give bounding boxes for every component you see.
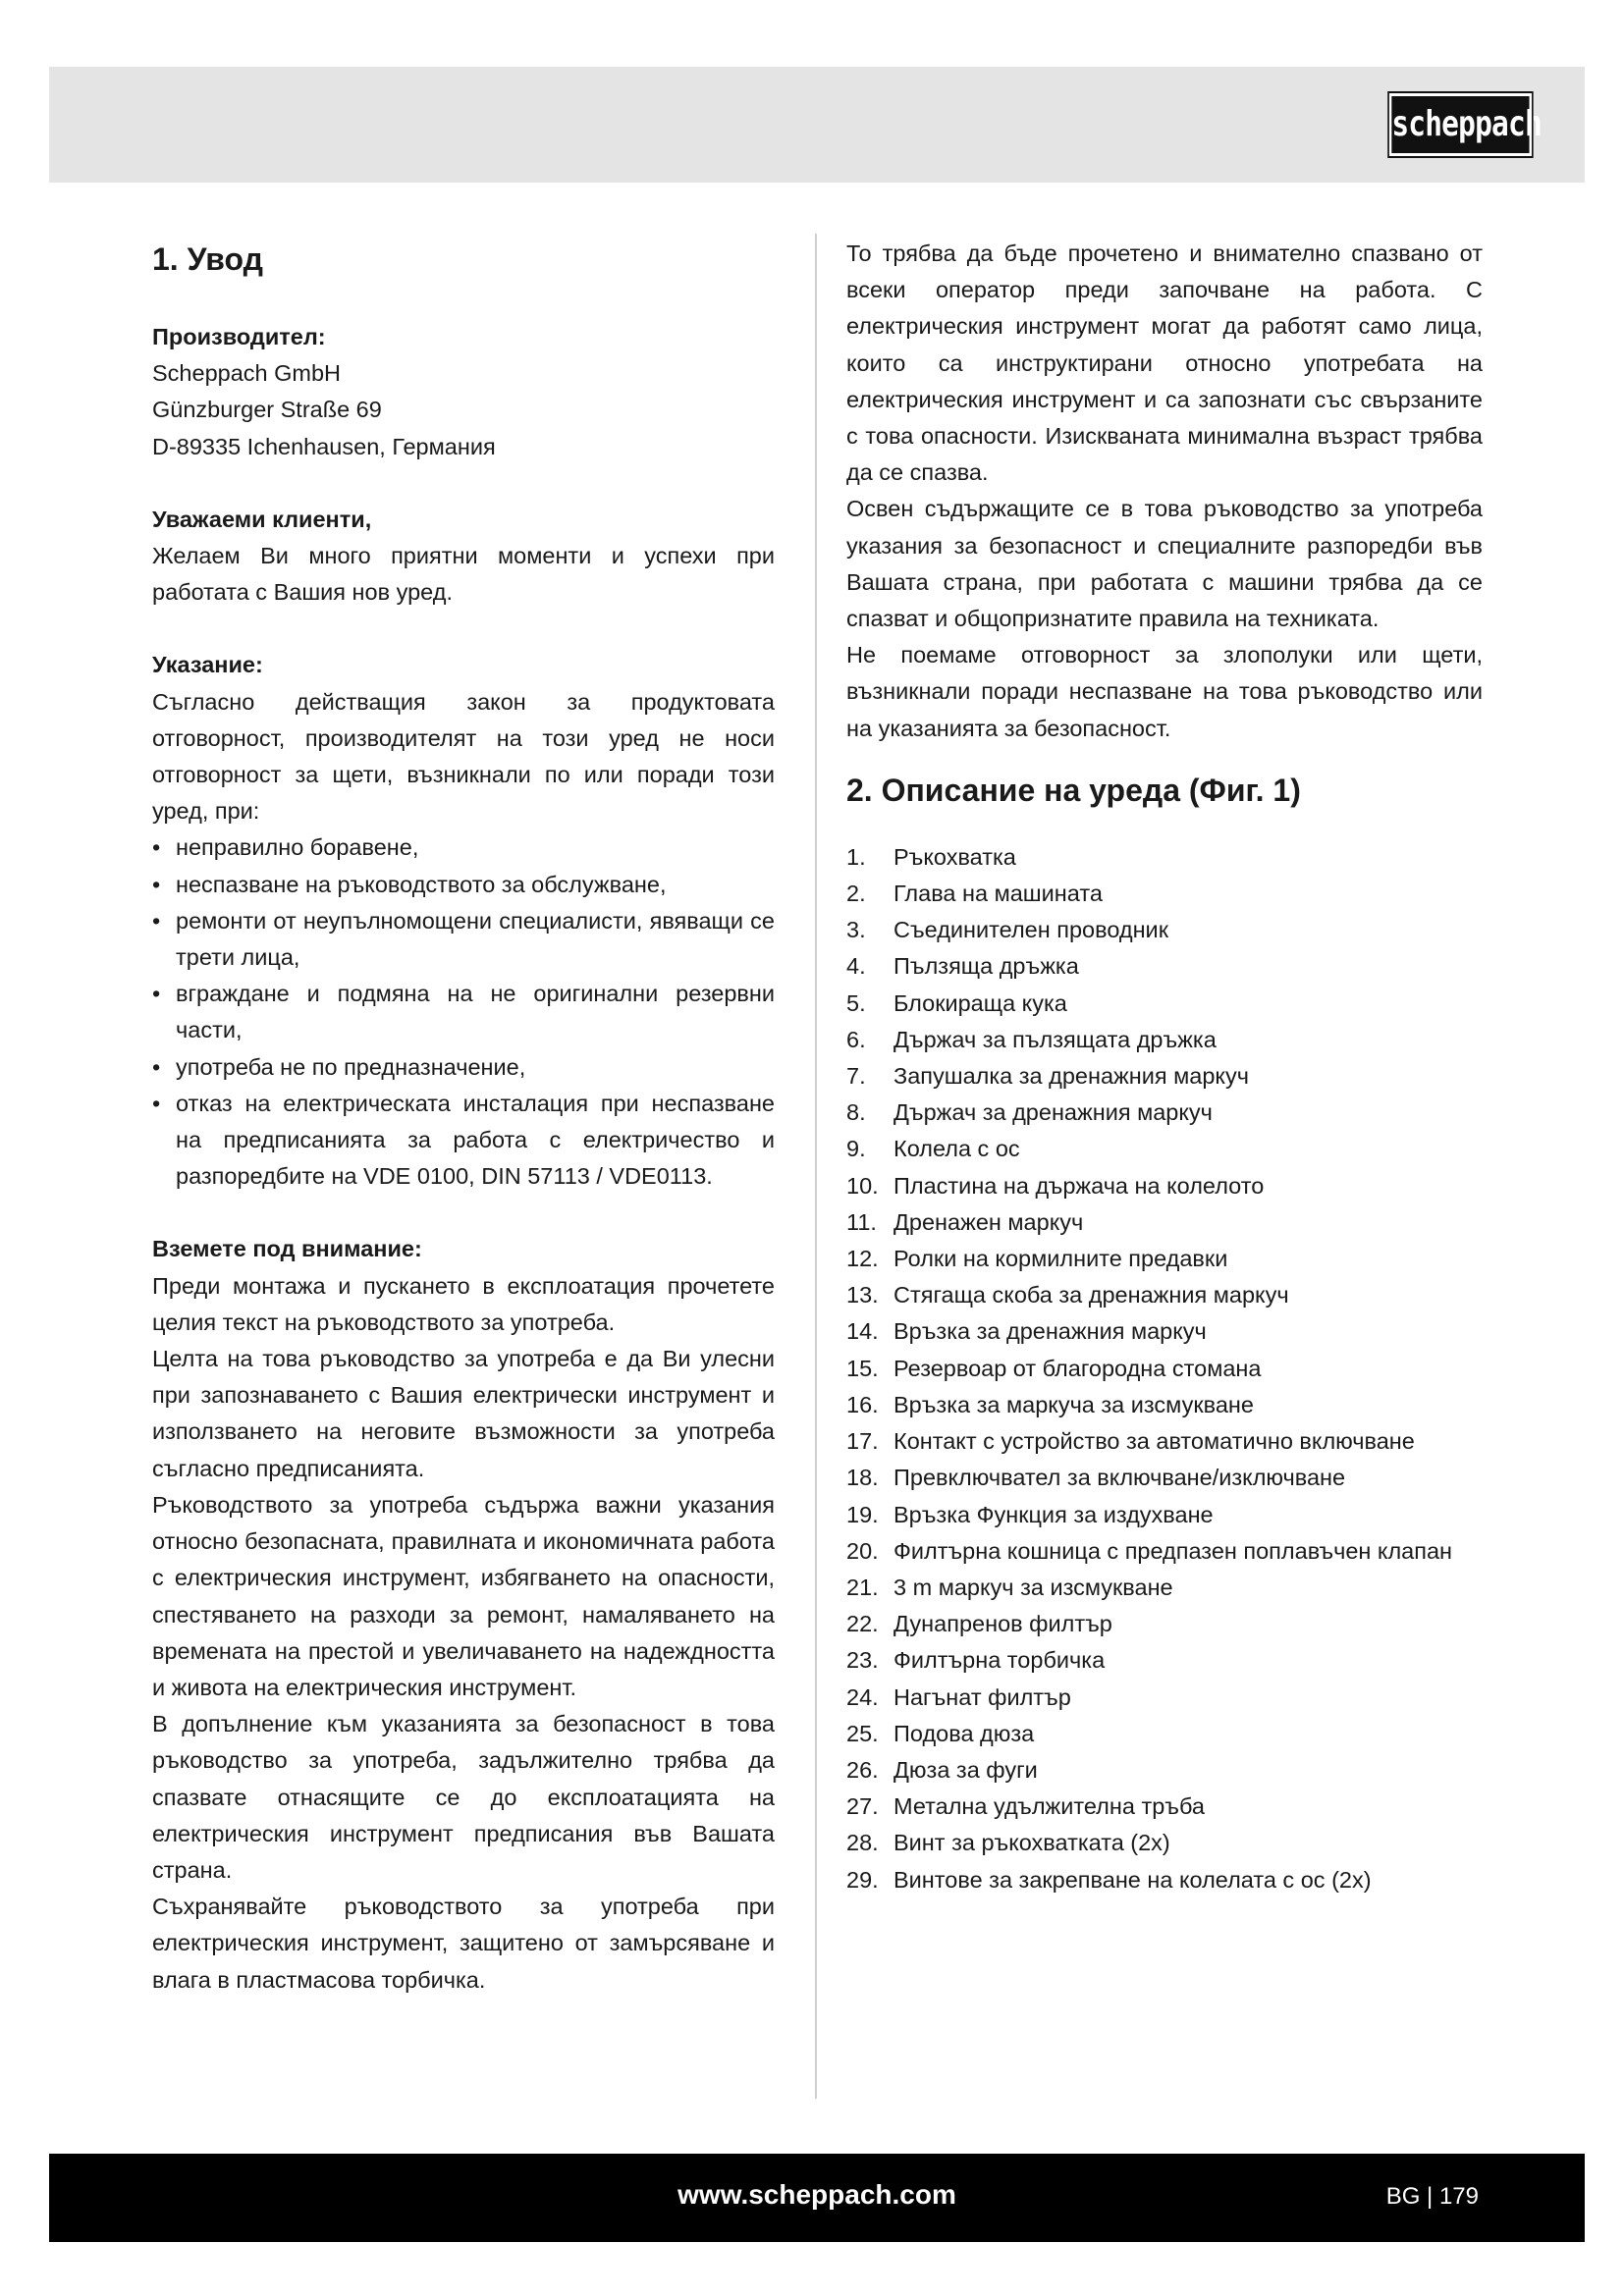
parts-list-item [846,1313,1483,1350]
parts-list-item [846,1789,1483,1825]
part-label: Превключвател за включване/изключване [893,1465,1346,1491]
part-label: Блокираща кука [893,989,1067,1016]
list-item: • неправилно боравене, [152,829,775,866]
note-heading: Указание: [152,652,263,678]
part-label: Филтърна кошница с предпазен поплавъчен клапан [893,1537,1453,1564]
list-item: • отказ на електрическата инсталация при неспазване на предписанията за работа с електричество и разпоредбите на VDE 0100, DIN 57113 / VDE0113. [152,1086,775,1196]
parts-list-item [846,1533,1483,1570]
manufacturer-line: Günzburger Straße 69 [152,397,382,423]
part-label: Пълзяща дръжка [893,953,1079,980]
parts-list-item [846,1606,1483,1642]
part-number: 15. [846,1355,879,1381]
attention-heading: Вземете под внимание: [152,1236,422,1262]
part-label: Нагънат филтър [893,1683,1071,1710]
parts-list-item [846,1752,1483,1789]
parts-list-item [846,912,1483,948]
part-label: Връзка за маркуча за изсмукване [893,1391,1254,1417]
parts-list-item [846,1497,1483,1533]
part-number: 29. [846,1866,879,1893]
parts-list-item [846,1387,1483,1423]
part-number: 28. [846,1830,879,1856]
part-label: Глава на машината [893,881,1103,907]
parts-list-item [846,1241,1483,1277]
parts-list-item [846,1460,1483,1496]
parts-list-item [846,1570,1483,1606]
part-label: Дунапренов филтър [893,1611,1112,1637]
parts-list-item [846,1131,1483,1167]
part-number: 11. [846,1208,877,1235]
continued-paragraph: Не поемаме отговорност за злополуки или щети, възникнали поради неспазване на това ръководство или на указанията за безопасност. [846,642,1483,741]
part-number: 8. [846,1099,866,1126]
part-label: Стягаща скоба за дренажния маркуч [893,1282,1289,1308]
part-number: 14. [846,1318,879,1345]
part-label: Връзка за дренажния маркуч [893,1318,1207,1345]
part-number: 1. [846,843,866,870]
part-label: Дюза за фуги [893,1756,1038,1783]
scheppach-logo: scheppach [1389,93,1532,156]
dear-customers-heading: Уважаеми клиенти, [152,506,372,532]
parts-list-item [846,1642,1483,1679]
parts-list-item [846,1716,1483,1752]
parts-list-item [846,1277,1483,1313]
part-label: Държач за пълзящата дръжка [893,1026,1217,1052]
part-label: Резервоар от благородна стомана [893,1355,1262,1381]
attention-paragraph: Ръководството за употреба съдържа важни указания относно безопасната, правилната и икономичната работа с електрическия инструмент, избягването на опасности, спестяването на разходи за ремонт, намаляването на времената на престой и увеличаването на надеждността и живота на електрическия инструмент. [152,1491,775,1700]
page-number: BG | 179 [1385,2183,1479,2210]
part-label: 3 m маркуч за изсмукване [893,1574,1173,1600]
parts-list-item [846,1351,1483,1387]
list-item: • употреба не по предназначение, [152,1049,775,1086]
part-number: 19. [846,1501,879,1527]
parts-list-item [846,986,1483,1022]
part-number: 6. [846,1026,866,1052]
part-number: 21. [846,1574,879,1600]
part-number: 10. [846,1172,879,1199]
part-label: Филтърна торбичка [893,1647,1106,1674]
part-number: 25. [846,1720,879,1746]
parts-list-item [846,1168,1483,1204]
parts-list-item [846,839,1483,876]
part-number: 27. [846,1793,879,1820]
note-bullet-list [152,829,775,1195]
attention-paragraph: Целта на това ръководство за употреба е да Ви улесни при запознаването с Вашия електрически инструмент и използването на неговите възможности за употреба съгласно предписанията. [152,1346,775,1481]
manufacturer-heading: Производител: [152,324,326,349]
part-label: Метална удължителна тръба [893,1793,1205,1820]
part-label: Ролки на кормилните предавки [893,1246,1228,1272]
parts-list-item [846,1862,1483,1898]
parts-list-item [846,1058,1483,1095]
parts-list-item [846,1022,1483,1058]
part-label: Пластина на държача на колелото [893,1172,1265,1199]
section-title-intro: 1. Увод [152,241,263,277]
attention-paragraph: Преди монтажа и пускането в експлоатация прочетете целия текст на ръководството за употреба. [152,1272,775,1335]
part-label: Държач за дренажния маркуч [893,1099,1213,1126]
part-number: 4. [846,953,866,980]
manufacturer-line: D-89335 Ichenhausen, Германия [152,433,496,459]
part-label: Връзка Функция за издухване [893,1501,1214,1527]
footer-bar [49,2154,1585,2242]
part-label: Колела с ос [893,1136,1020,1162]
part-number: 7. [846,1063,866,1090]
part-number: 23. [846,1647,879,1674]
parts-list-item [846,1423,1483,1460]
part-number: 12. [846,1246,879,1272]
parts-list-item [846,948,1483,985]
parts-list-item [846,1095,1483,1131]
part-label: Винт за ръкохватката (2x) [893,1830,1170,1856]
part-label: Съединителен проводник [893,917,1168,943]
list-item: • неспазване на ръководството за обслужване, [152,867,775,903]
part-label: Ръкохватка [893,843,1016,870]
part-number: 13. [846,1282,879,1308]
part-number: 22. [846,1611,879,1637]
left-column [152,236,775,1999]
parts-list-item [846,1204,1483,1241]
part-number: 20. [846,1537,879,1564]
part-number: 9. [846,1136,866,1162]
continued-paragraph: То трябва да бъде прочетено и внимателно спазвано от всеки оператор преди започване на работа. С електрическия инструмент могат да работят само лица, които са инструктирани относно употребата на електрическия инструмент и са запознати със свързаните с това опасности. Изискваната минимална възраст трябва да се спазва. [846,240,1483,486]
parts-list-item [846,1825,1483,1861]
parts-list-item [846,876,1483,912]
list-item: • вграждане и подмяна на не оригинални резервни части, [152,976,775,1048]
list-item: • ремонти от неупълномощени специалисти, явяващи се трети лица, [152,903,775,976]
part-label: Запушалка за дренажния маркуч [893,1063,1249,1090]
part-label: Дренажен маркуч [893,1208,1084,1235]
section-title-description: 2. Описание на уреда (Фиг. 1) [846,772,1301,808]
parts-list-item [846,1680,1483,1716]
part-number: 3. [846,917,866,943]
column-divider [815,234,817,2099]
part-number: 5. [846,989,866,1016]
attention-paragraph: Съхранявайте ръководството за употреба при електрическия инструмент, защитено от замърсяване и влага в пластмасова торбичка. [152,1894,775,1993]
continued-paragraph: Освен съдържащите се в това ръководство за употреба указания за безопасност и специалните разпоредби във Вашата страна, при работата с машини трябва да се спазват и общопризнатите правила на техниката. [846,496,1483,632]
part-number: 2. [846,881,866,907]
right-column [846,236,1483,1898]
part-label: Контакт с устройство за автоматично включване [893,1428,1415,1455]
note-text: Съгласно действащия закон за продуктовата отговорност, производителят на този уред не носи отговорност за щети, възникнали по или поради този уред, при: [152,688,775,825]
dear-customers-text: Желаем Ви много приятни моменти и успехи при работата с Вашия нов уред. [152,543,775,606]
part-number: 18. [846,1465,879,1491]
parts-list [846,839,1483,1898]
manufacturer-line: Scheppach GmbH [152,360,342,387]
header-band [49,67,1585,183]
part-label: Подова дюза [893,1720,1035,1746]
part-number: 17. [846,1428,879,1455]
part-number: 16. [846,1391,879,1417]
attention-paragraph: В допълнение към указанията за безопасност в това ръководство за употреба, задължително трябва да спазвате отнасящите се до експлоатацията на електрическия инструмент предписания във Вашата страна. [152,1711,775,1883]
part-label: Винтове за закрепване на колелата с ос (2x) [893,1866,1372,1893]
part-number: 26. [846,1756,879,1783]
website-link[interactable]: www.scheppach.com [677,2179,956,2210]
part-number: 24. [846,1683,879,1710]
